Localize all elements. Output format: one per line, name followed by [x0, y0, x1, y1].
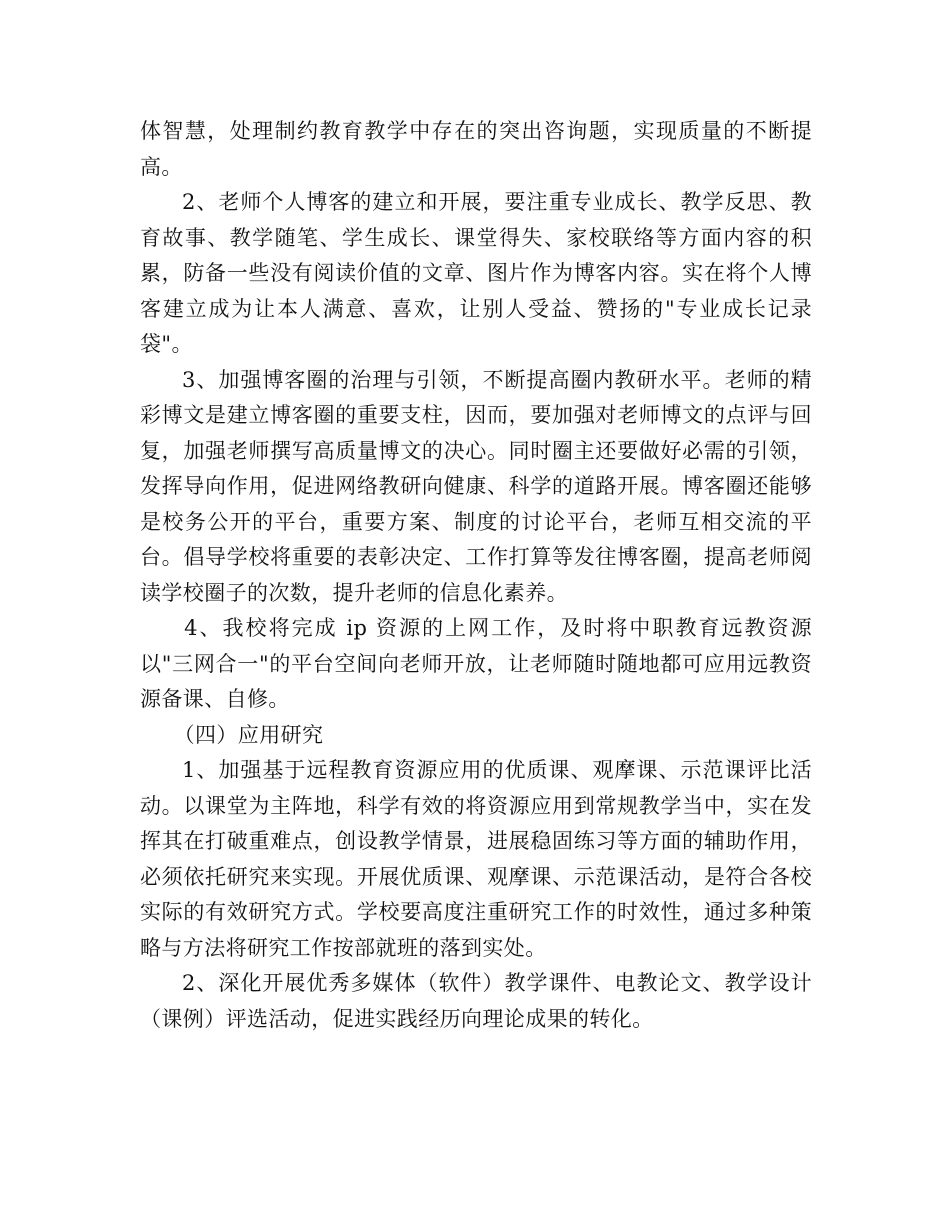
section-heading-application-research: （四）应用研究	[173, 722, 324, 747]
document-page	[140, 114, 812, 1037]
paragraph-continuation: 体智慧，处理制约教育教学中存在的突出咨询题，实现质量的不断提高。	[140, 119, 812, 179]
paragraph-item-4-resources: 4、我校将完成 ip 资源的上网工作，及时将中职教育远教资源以"三网合一"的平台空间向老师开放，让老师随时随地都可应用远教资源备课、自修。	[140, 616, 812, 711]
paragraph-item-3-blog-circle: 3、加强博客圈的治理与引领，不断提高圈内教研水平。老师的精彩博文是建立博客圈的重要支柱，因而，要加强对老师博文的点评与回复，加强老师撰写高质量博文的决心。同时圈主还要做好必需的引领，发挥导向作用，促进网络教研向健康、科学的道路开展。博客圈还能够是校务公开的平台，重要方案、制度的讨论平台，老师互相交流的平台。倡导学校将重要的表彰决定、工作打算等发往博客圈，提高老师阅读学校圈子的次数，提升老师的信息化素养。	[140, 367, 812, 605]
paragraph-item-1-lessons: 1、加强基于远程教育资源应用的优质课、观摩课、示范课评比活动。以课堂为主阵地，科学有效的将资源应用到常规教学当中，实在发挥其在打破重难点，创设教学情景，进展稳固练习等方面的辅助作用，必须依托研究来实现。开展优质课、观摩课、示范课活动，是符合各校实际的有效研究方式。学校要高度注重研究工作的时效性，通过多种策略与方法将研究工作按部就班的落到实处。	[140, 758, 812, 960]
paragraph-item-2-courseware: 2、深化开展优秀多媒体（软件）教学课件、电教论文、教学设计（课例）评选活动，促进实践经历向理论成果的转化。	[140, 971, 812, 1031]
paragraph-item-2-blog: 2、老师个人博客的建立和开展，要注重专业成长、教学反思、教育故事、教学随笔、学生成长、课堂得失、家校联络等方面内容的积累，防备一些没有阅读价值的文章、图片作为博客内容。实在将个人博客建立成为让本人满意、喜欢，让别人受益、赞扬的"专业成长记录袋"。	[140, 190, 812, 356]
